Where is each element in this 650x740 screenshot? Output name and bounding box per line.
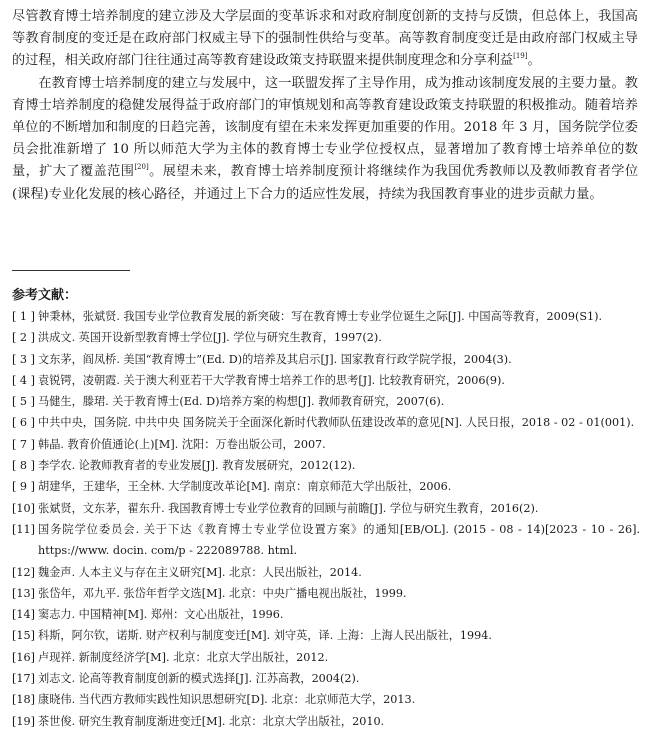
reference-text: 钟秉林，张斌贤. 我国专业学位教育发展的新突破：写在教育博士专业学位诞生之际[J]. 中国高等教育，2009(S1). xyxy=(38,310,603,323)
reference-number: [ 1 ] xyxy=(12,310,35,323)
reference-number: [ 7 ] xyxy=(12,437,35,451)
paragraph-text: 尽管教育博士培养制度的建立涉及大学层面的变革诉求和对政府制度创新的支持与反馈，但总体上，我国高等教育制度的变迁是在政府部门权威主导下的强制性供给与变革。高等教育制度变迁是由政府部门权威主导的过程，相关政府部门往往通过高等教育建设政策支持联盟来提供制度理念和分享利益 xyxy=(12,9,638,69)
body-text xyxy=(12,6,638,206)
paragraph xyxy=(12,6,638,73)
reference-item xyxy=(12,391,640,412)
reference-item xyxy=(12,562,640,583)
reference-text: 科斯，阿尔钦，诺斯. 财产权利与制度变迁[M]. 刘守英，译. 上海：上海人民出版社，1994. xyxy=(38,629,492,643)
reference-item xyxy=(12,434,640,455)
reference-text: 张斌贤，文东茅，翟东升. 我国教育博士专业学位教育的回顾与前瞻[J]. 学位与研究生教育，2016(2). xyxy=(38,501,539,515)
paragraph xyxy=(12,73,638,206)
reference-item xyxy=(12,412,640,433)
reference-list xyxy=(12,306,640,732)
reference-number: [11] xyxy=(12,522,35,536)
references-separator xyxy=(12,270,130,271)
reference-item xyxy=(12,711,640,732)
reference-text: 袁锐锷，凌朝霞. 关于澳大利亚若干大学教育博士培养工作的思考[J]. 比较教育研究，2006(9). xyxy=(38,373,505,387)
reference-item xyxy=(12,604,640,625)
reference-number: [15] xyxy=(12,629,35,643)
paragraph-text: 。展望未来，教育博士培养制度预计将继续作为我国优秀教师以及教师教育者学位(课程)专业化发展的核心路径，并通过上下合力的适应性发展，持续为我国教育事业的进步贡献力量。 xyxy=(12,164,638,202)
reference-text: 魏金声. 人本主义与存在主义研究[M]. 北京：人民出版社，2014. xyxy=(38,565,362,579)
reference-text: 窦志力. 中国精神[M]. 郑州：文心出版社，1996. xyxy=(38,608,284,622)
reference-text: 康晓伟. 当代西方教师实践性知识思想研究[D]. 北京：北京师范大学，2013. xyxy=(38,693,416,707)
reference-item xyxy=(12,668,640,689)
reference-item xyxy=(12,498,640,519)
reference-item xyxy=(12,689,640,710)
reference-item xyxy=(12,476,640,497)
references-heading: 参考文献： xyxy=(12,288,78,303)
reference-item xyxy=(12,370,640,391)
reference-text: 洪成文. 英国开设新型教育博士学位[J]. 学位与研究生教育，1997(2). xyxy=(38,331,382,345)
paragraph-text: 。 xyxy=(527,53,541,69)
reference-number: [ 2 ] xyxy=(12,331,35,345)
reference-item xyxy=(12,306,640,327)
reference-number: [ 6 ] xyxy=(12,416,35,430)
reference-number: [13] xyxy=(12,586,35,600)
reference-number: [14] xyxy=(12,608,35,622)
reference-number: [19] xyxy=(12,714,35,728)
reference-text: 张岱年，邓九平. 张岱年哲学文选[M]. 北京：中央广播电视出版社，1999. xyxy=(38,586,407,600)
reference-number: [18] xyxy=(12,693,35,707)
reference-number: [17] xyxy=(12,672,35,686)
reference-number: [16] xyxy=(12,650,35,664)
reference-number: [12] xyxy=(12,565,35,579)
reference-item xyxy=(12,455,640,476)
reference-item xyxy=(12,519,640,562)
paragraph-text: 在教育博士培养制度的建立与发展中，这一联盟发挥了主导作用，成为推动该制度发展的主要力量。教育博士培养制度的稳健发展得益于政府部门的审慎规划和高等教育建设政策支持联盟的积极推动。随着培养单位的不断增加和制度的日趋完善，该制度有望在未来发挥更加重要的作用。2018 年 3 月，国务院学位委员会批准新增了 10 所以师范大学为主体的教育博士专业学位授权点，显著增加了教育博士培养单位的数量，扩大了覆盖范围 xyxy=(12,75,638,180)
citation-marker[interactable]: [19] xyxy=(513,52,528,61)
reference-text: 刘志文. 论高等教育制度创新的模式选择[J]. 江苏高教，2004(2). xyxy=(38,672,360,686)
reference-item xyxy=(12,625,640,646)
reference-item xyxy=(12,583,640,604)
reference-item xyxy=(12,327,640,348)
reference-number: [ 3 ] xyxy=(12,352,35,366)
reference-text: 李学农. 论教师教育者的专业发展[J]. 教育发展研究，2012(12). xyxy=(38,459,356,473)
reference-text: 中共中央，国务院. 中共中央 国务院关于全面深化新时代教师队伍建设改革的意见[N]. 人民日报，2018 - 02 - 01(001). xyxy=(38,416,635,430)
reference-text: 国务院学位委员会. 关于下达《教育博士专业学位设置方案》的通知[EB/OL]. (2015 - 08 - 14)[2023 - 10 - 26]. https://www. docin. com/p - 222089788. html. xyxy=(38,522,640,558)
reference-number: [ 9 ] xyxy=(12,480,35,494)
reference-text: 胡建华，王建华，王全林. 大学制度改革论[M]. 南京：南京师范大学出版社，2006. xyxy=(38,480,452,494)
reference-number: [ 8 ] xyxy=(12,459,35,473)
reference-number: [ 5 ] xyxy=(12,395,35,409)
reference-text: 文东茅，阎凤桥. 美国“教育博士”(Ed. D)的培养及其启示[J]. 国家教育行政学院学报，2004(3). xyxy=(38,352,512,366)
reference-number: [10] xyxy=(12,501,35,515)
reference-text: 马健生，滕珺. 关于教育博士(Ed. D)培养方案的构想[J]. 教师教育研究，2007(6). xyxy=(38,395,445,409)
reference-text: 卢现祥. 新制度经济学[M]. 北京：北京大学出版社，2012. xyxy=(38,650,329,664)
reference-text: 茶世俊. 研究生教育制度渐进变迁[M]. 北京：北京大学出版社，2010. xyxy=(38,714,385,728)
reference-text: 韩晶. 教育价值通论(上)[M]. 沈阳：万卷出版公司，2007. xyxy=(38,437,326,451)
reference-number: [ 4 ] xyxy=(12,373,35,387)
reference-item xyxy=(12,349,640,370)
reference-item xyxy=(12,647,640,668)
citation-marker[interactable]: [20] xyxy=(134,163,149,172)
